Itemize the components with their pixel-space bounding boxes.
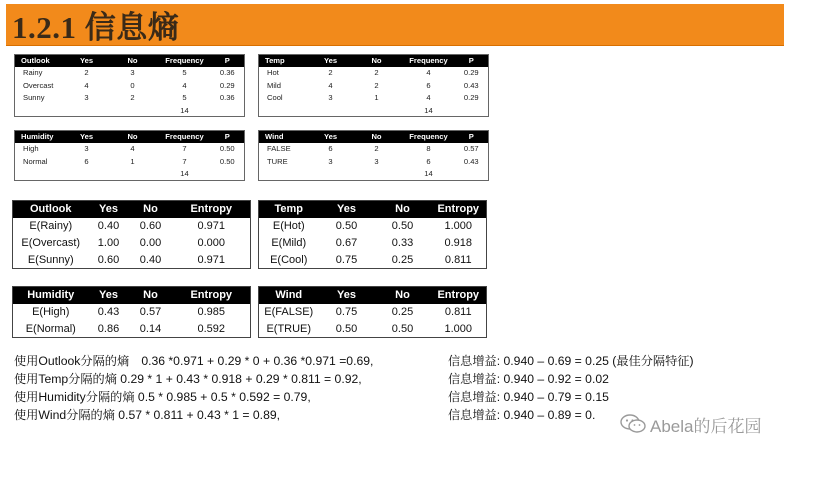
header-cell: No [129,201,173,218]
info-gain-text: 信息增益: 0.940 – 0.69 = 0.25 (最佳分隔特征) [448,354,694,368]
wind-count-table [258,130,489,181]
formula-line [14,352,794,370]
table-cell: FALSE [267,144,291,154]
table-cell: 0.25 [391,306,414,318]
table-cell: 0.000 [197,237,226,249]
table-cell: 0.43 [463,156,479,166]
table-row [15,92,245,105]
table-row [259,67,489,80]
table-cell: E(Normal) [25,322,76,335]
formula-line [14,370,794,388]
table-cell: Sunny [23,93,45,103]
table-cell [311,168,351,181]
table-cell: 0.971 [197,253,226,266]
title-bar [6,4,784,46]
table-cell: 0.57 [139,306,162,318]
header-cell: No [107,55,159,67]
header-cell: Yes [319,287,375,304]
header-cell: Entropy [173,287,251,304]
table-cell: 0.50 [391,220,414,232]
table-cell: 6 [426,80,431,90]
table-cell: 0.60 [97,253,120,266]
table-cell: E(Rainy) [29,220,73,232]
watermark-text: Abela的后花园 [650,416,762,436]
temp-count-table [258,54,489,117]
table-cell: E(Hot) [272,220,305,232]
table-cell: 0.75 [335,306,358,318]
header-cell: Outlook [15,55,67,67]
table-cell: E(FALSE) [264,306,314,318]
table-cell: 6 [84,156,89,166]
table-cell: 3 [130,68,135,78]
header-cell: Yes [67,55,107,67]
table-cell: 4 [426,93,431,103]
table-cell: High [23,144,39,154]
table-cell: 1.000 [444,220,473,232]
table-cell: 4 [84,80,89,90]
table-cell [15,168,67,181]
table-cell: 6 [328,144,333,154]
table-cell: 0.811 [444,253,472,266]
table-cell: 4 [130,144,135,154]
table-total-row [15,104,245,117]
info-gain-text: 信息增益: 0.940 – 0.79 = 0.15 [448,390,609,404]
humidity-entropy-table [12,286,251,338]
table-total-row [259,104,489,117]
table-cell: E(Mild) [271,237,307,249]
header-cell: P [211,55,245,67]
table-cell: 0.43 [97,306,120,318]
table-cell: 1.00 [97,237,120,249]
header-cell: Temp [259,201,319,218]
table-cell: 0.00 [139,237,162,249]
table-header-row [259,201,487,218]
table-cell: 2 [328,68,333,78]
header-cell: Outlook [13,201,89,218]
wind-entropy-table [258,286,487,338]
table-header-row [15,131,245,143]
table-cell [351,104,403,117]
table-cell [67,168,107,181]
table-cell [259,104,311,117]
header-cell: Wind [259,287,319,304]
table-row [259,92,489,105]
table-cell: 2 [374,68,379,78]
table-row [13,235,251,252]
table-cell: 0.811 [444,306,472,318]
table-header-row [13,201,251,218]
table-cell: Rainy [23,68,43,78]
table-row [259,252,487,269]
table-cell: E(High) [32,306,70,318]
table-cell: 5 [182,68,187,78]
table-cell: 0.918 [444,237,473,249]
table-row [15,79,245,92]
outlook-entropy-table [12,200,251,269]
table-cell: 14 [424,105,433,115]
watermark [620,413,761,435]
table-row [13,321,251,338]
table-cell: 3 [328,156,333,166]
table-cell: 8 [426,144,431,154]
header-cell: No [107,131,159,143]
table-cell: 0.36 [219,68,235,78]
table-cell: 0.985 [197,306,226,318]
table-cell: 2 [84,68,89,78]
table-cell: 0.67 [335,237,358,249]
table-row [13,252,251,269]
header-cell: Frequency [403,55,455,67]
table-cell: 0.40 [139,253,162,266]
table-cell: Cool [267,93,283,103]
table-cell: 0.50 [391,322,414,335]
table-cell: E(Cool) [270,253,308,266]
header-cell: Entropy [431,287,487,304]
header-cell: Yes [311,131,351,143]
table-total-row [259,168,489,181]
table-cell: 0.75 [335,253,358,266]
header-cell: Yes [319,201,375,218]
table-cell: Overcast [23,80,54,90]
table-cell: 0.40 [97,220,120,232]
header-cell: No [375,287,431,304]
table-cell: Hot [267,68,279,78]
table-row [259,155,489,168]
table-header-row [15,55,245,67]
header-cell: Yes [89,201,129,218]
table-cell [211,104,245,117]
table-row [259,235,487,252]
table-cell: 0.36 [219,93,235,103]
table-cell: 14 [180,105,189,115]
table-header-row [259,55,489,67]
header-cell: Temp [259,55,311,67]
table-cell: Mild [267,80,281,90]
table-cell [311,104,351,117]
table-row [13,218,251,235]
header-cell: Entropy [431,201,487,218]
header-cell: No [375,201,431,218]
table-cell: 0.50 [335,322,358,335]
header-cell: Wind [259,131,311,143]
split-entropy-text: 使用Temp分隔的熵 0.29 * 1 + 0.43 * 0.918 + 0.29 * 0.811 = 0.92, [14,372,362,386]
outlook-count-table [14,54,245,117]
table-cell [15,104,67,117]
table-cell: Normal [23,156,48,166]
table-cell: E(Sunny) [27,253,74,266]
header-cell: P [455,55,489,67]
table-cell: 14 [180,169,189,178]
table-cell: TURE [267,156,288,166]
header-cell: Frequency [403,131,455,143]
table-cell: 0.50 [219,156,235,166]
table-cell: E(Overcast) [21,237,81,249]
split-entropy-text: 使用Outlook分隔的熵 0.36 *0.971 + 0.29 * 0 + 0.36 *0.971 =0.69, [14,354,374,368]
table-row [259,304,487,321]
table-cell: 14 [424,169,433,178]
table-cell: E(TRUE) [266,322,312,335]
table-total-row [15,168,245,181]
table-cell: 7 [182,156,187,166]
table-row [13,304,251,321]
table-cell: 5 [182,93,187,103]
table-cell [455,168,489,181]
header-cell: P [211,131,245,143]
table-cell: 0.29 [463,68,479,78]
table-cell: 1 [374,93,379,103]
header-cell: Frequency [159,55,211,67]
temp-entropy-table [258,200,487,269]
header-cell: Humidity [15,131,67,143]
table-row [15,143,245,156]
table-cell: 7 [182,144,187,154]
header-cell: Yes [67,131,107,143]
info-gain-text: 信息增益: 0.940 – 0.92 = 0.02 [448,372,609,386]
table-cell [211,168,245,181]
header-cell: Frequency [159,131,211,143]
table-row [15,155,245,168]
table-cell [259,168,311,181]
table-cell: 3 [374,156,379,166]
info-gain-text: 信息增益: 0.940 – 0.89 = 0. [448,408,596,422]
page-title: 1.2.1 信息熵 [12,10,180,45]
table-cell: 0.57 [463,144,479,154]
table-cell: 3 [84,93,89,103]
table-row [259,143,489,156]
header-cell: Entropy [173,201,251,218]
table-cell: 0.29 [219,80,235,90]
table-row [259,79,489,92]
table-cell: 4 [182,80,187,90]
table-cell: 3 [328,93,333,103]
table-cell: 6 [426,156,431,166]
header-cell: No [129,287,173,304]
header-cell: Humidity [13,287,89,304]
table-row [259,321,487,338]
table-cell: 4 [328,80,333,90]
table-cell: 2 [374,144,379,154]
table-cell: 0.29 [463,93,479,103]
wechat-icon [620,414,646,434]
table-cell [107,104,159,117]
table-cell [107,168,159,181]
table-cell: 0.50 [219,144,235,154]
table-row [15,67,245,80]
header-cell: P [455,131,489,143]
humidity-count-table [14,130,245,181]
table-cell: 2 [374,80,379,90]
split-entropy-text: 使用Humidity分隔的熵 0.5 * 0.985 + 0.5 * 0.592 = 0.79, [14,390,311,404]
table-cell: 1 [130,156,135,166]
table-cell: 0.86 [97,322,120,335]
table-cell: 0.971 [197,220,226,232]
table-cell: 0.25 [391,253,414,266]
header-cell: Yes [89,287,129,304]
table-cell: 0 [130,80,135,90]
formula-line [14,388,794,406]
table-header-row [13,287,251,304]
table-header-row [259,131,489,143]
table-cell: 2 [130,93,135,103]
table-cell [351,168,403,181]
table-cell: 1.000 [444,322,473,335]
table-cell: 3 [84,144,89,154]
table-cell: 4 [426,68,431,78]
header-cell: Yes [311,55,351,67]
table-cell: 0.50 [335,220,358,232]
table-cell: 0.43 [463,80,479,90]
table-row [259,218,487,235]
table-cell: 0.14 [139,322,162,335]
header-cell: No [351,131,403,143]
table-cell: 0.60 [139,220,162,232]
table-cell: 0.33 [391,237,414,249]
split-entropy-text: 使用Wind分隔的熵 0.57 * 0.811 + 0.43 * 1 = 0.89, [14,408,281,422]
table-header-row [259,287,487,304]
table-cell: 0.592 [197,322,226,335]
table-cell [455,104,489,117]
header-cell: No [351,55,403,67]
table-cell [67,104,107,117]
